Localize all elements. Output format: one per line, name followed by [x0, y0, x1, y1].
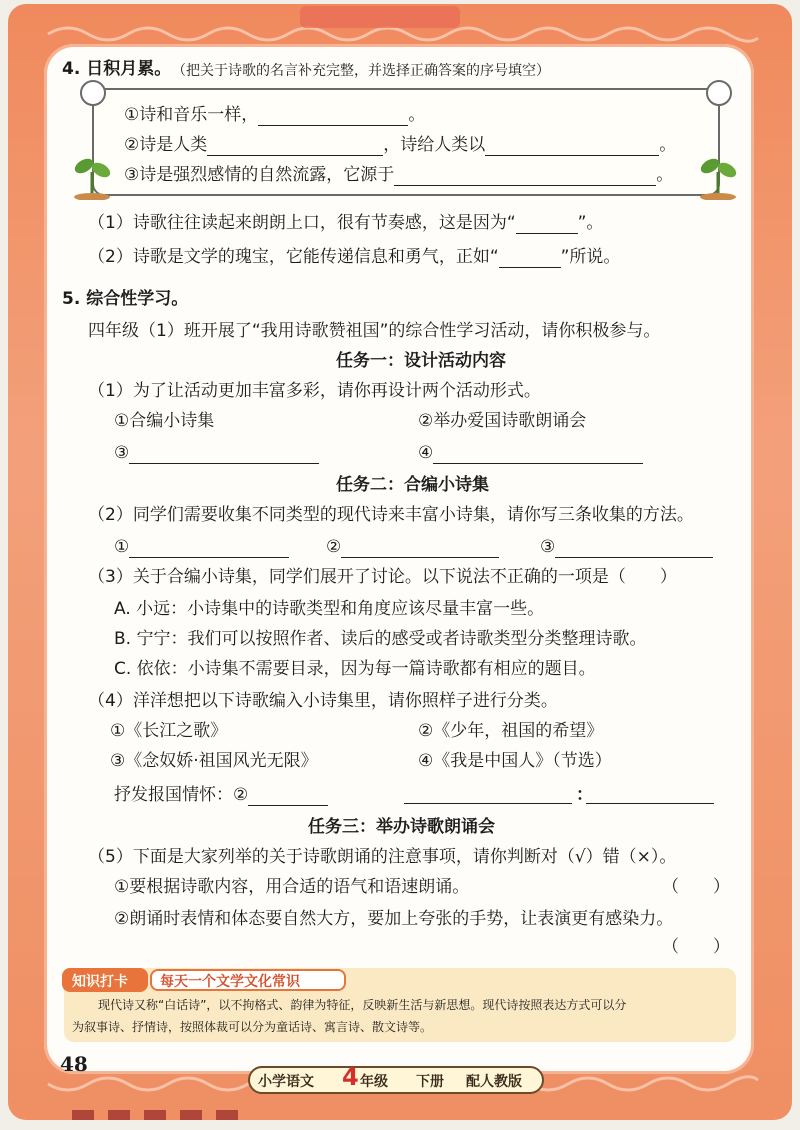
- blank-input[interactable]: [258, 108, 408, 126]
- poem-2: ②《少年，祖国的希望》: [418, 721, 604, 741]
- blank-input[interactable]: [555, 540, 713, 558]
- task2-q4: （4）洋洋想把以下诗歌编入小诗集里，请你照样子进行分类。: [88, 691, 558, 711]
- quote-2: ②诗是人类 ，诗给人类以 。: [124, 135, 677, 155]
- task1-opt1: ①合编小诗集: [114, 411, 215, 431]
- footer-edition: 配人教版: [466, 1074, 522, 1090]
- task1-title: 任务一：设计活动内容: [336, 351, 506, 371]
- task1-q1: （1）为了让活动更加丰富多彩，请你再设计两个活动形式。: [88, 381, 541, 401]
- q5-intro: 四年级（1）班开展了“我用诗歌赞祖国”的综合性学习活动，请你积极参与。: [88, 321, 661, 341]
- task2-m2: ②: [326, 536, 499, 558]
- bottom-decoration: [72, 1108, 242, 1122]
- task1-opt4: ④: [418, 442, 643, 464]
- page-number: 48: [60, 1052, 88, 1076]
- blank-input[interactable]: [341, 540, 499, 558]
- task1-opt2: ②举办爱国诗歌朗诵会: [418, 411, 587, 431]
- option-a[interactable]: A. 小远：小诗集中的诗歌类型和角度应该尽量丰富一些。: [114, 599, 545, 619]
- blank-input[interactable]: [499, 250, 561, 268]
- blank-input[interactable]: [485, 138, 659, 156]
- tip-text-line1: 现代诗又称“白话诗”，以不拘格式、韵律为特征，反映新生活与新思想。现代诗按照表达方式可以分: [98, 998, 627, 1012]
- blank-input[interactable]: [404, 786, 572, 804]
- footer-grade-number: 4: [342, 1063, 359, 1091]
- option-c[interactable]: C. 依依：小诗集不需要目录，因为每一篇诗歌都有相应的题目。: [114, 659, 596, 679]
- blank-input[interactable]: [433, 446, 643, 464]
- task2-m3: ③: [540, 536, 713, 558]
- blank-input[interactable]: [586, 786, 714, 804]
- scroll-curl-right: [706, 80, 732, 106]
- blank-input[interactable]: [207, 138, 383, 156]
- scroll-curl-left: [80, 80, 106, 106]
- judge-answer-2[interactable]: （ ）: [662, 937, 730, 957]
- blank-input[interactable]: [516, 216, 578, 234]
- tip-tab-label: 知识打卡: [72, 974, 128, 990]
- poem-1: ①《长江之歌》: [110, 721, 228, 741]
- classify-row: 抒发报国情怀：②: [114, 784, 328, 806]
- task3-title: 任务三：举办诗歌朗诵会: [308, 817, 495, 837]
- quote-1: ①诗和音乐一样， 。: [124, 105, 426, 125]
- quote-3: ③诗是强烈感情的自然流露，它源于 。: [124, 165, 674, 185]
- sprout-right-icon: [696, 150, 740, 200]
- footer-grade: 年级: [360, 1074, 388, 1090]
- q4-sub2: （2）诗歌是文学的瑰宝，它能传递信息和勇气，正如“ ”所说。: [88, 247, 621, 267]
- tip-text-line2: 为叙事诗、抒情诗，按照体裁可以分为童话诗、寓言诗、散文诗等。: [72, 1020, 433, 1034]
- judge-item-1: ①要根据诗歌内容，用合适的语气和语速朗诵。: [114, 877, 470, 897]
- poem-4: ④《我是中国人》（节选）: [418, 751, 612, 771]
- q4-sub1: （1）诗歌往往读起来朗朗上口，很有节奏感，这是因为“ ”。: [88, 213, 604, 233]
- blank-input[interactable]: [248, 788, 328, 806]
- task1-opt3: ③: [114, 442, 319, 464]
- top-banner: [300, 6, 460, 28]
- blank-input[interactable]: [394, 168, 656, 186]
- sprout-left-icon: [70, 150, 114, 200]
- classify-colon: ：: [576, 785, 593, 805]
- footer-subject: 小学语文: [258, 1074, 314, 1090]
- task3-q5: （5）下面是大家列举的关于诗歌朗诵的注意事项，请你判断对（√）错（×）。: [88, 847, 677, 867]
- task2-q3: （3）关于合编小诗集，同学们展开了讨论。以下说法不正确的一项是（ ）: [88, 567, 677, 587]
- judge-item-2: ②朗诵时表情和体态要自然大方，要加上夸张的手势，让表演更有感染力。: [114, 909, 674, 929]
- task2-title: 任务二：合编小诗集: [336, 475, 489, 495]
- blank-input[interactable]: [129, 446, 319, 464]
- footer-term: 下册: [416, 1074, 444, 1090]
- blank-input[interactable]: [129, 540, 289, 558]
- tip-subtitle: 每天一个文学文化常识: [160, 974, 300, 990]
- q4-instruction: （把关于诗歌的名言补充完整，并选择正确答案的序号填空）: [172, 63, 550, 79]
- q5-heading: 5. 综合性学习。: [62, 289, 189, 309]
- option-b[interactable]: B. 宁宁：我们可以按照作者、读后的感受或者诗歌类型分类整理诗歌。: [114, 629, 647, 649]
- task2-q2: （2）同学们需要收集不同类型的现代诗来丰富小诗集，请你写三条收集的方法。: [88, 505, 694, 525]
- judge-answer-1[interactable]: （ ）: [662, 877, 730, 897]
- task2-m1: ①: [114, 536, 289, 558]
- q4-heading: 4. 日积月累。: [62, 59, 172, 79]
- poem-3: ③《念奴娇·祖国风光无限》: [110, 751, 318, 771]
